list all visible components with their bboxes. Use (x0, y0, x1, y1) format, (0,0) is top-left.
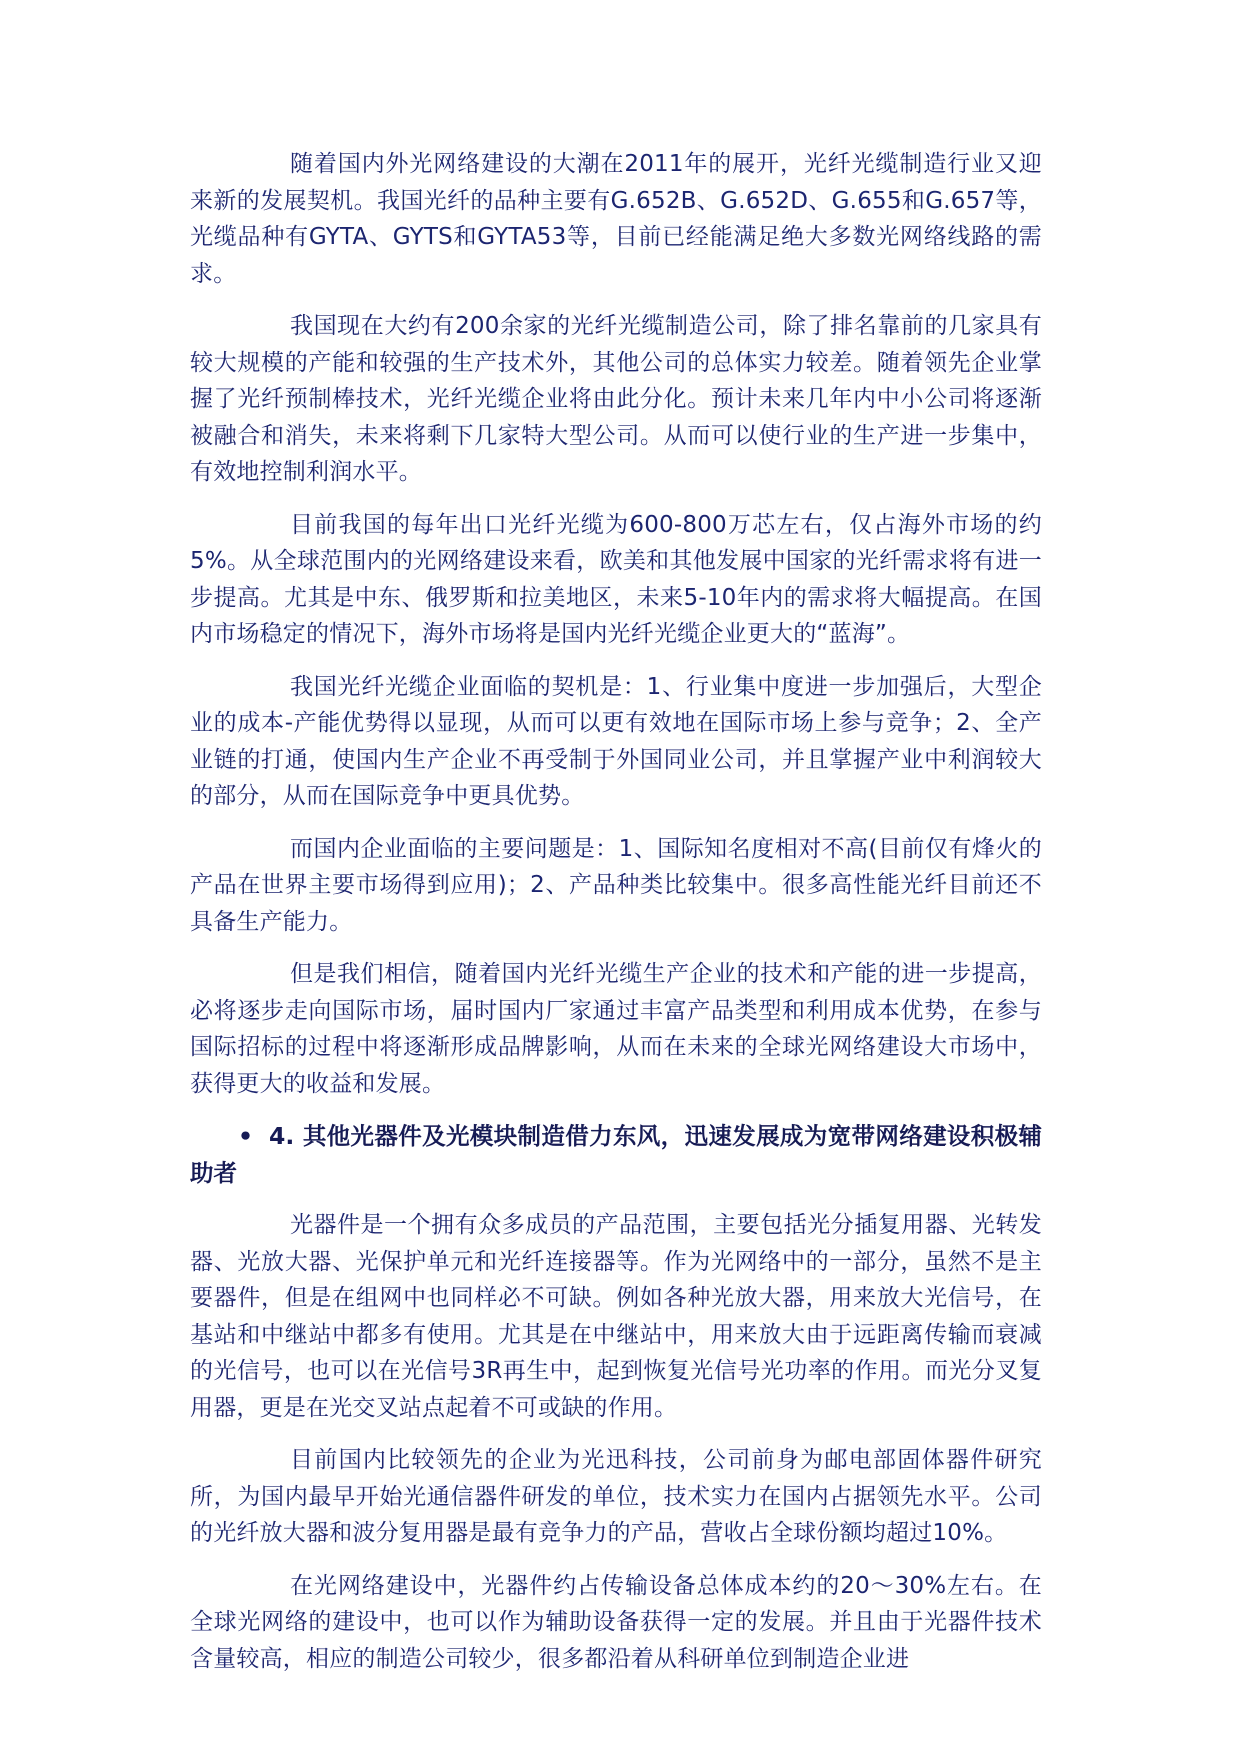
paragraph: 我国现在大约有200余家的光纤光缆制造公司，除了排名靠前的几家具有较大规模的产能和较强的生产技术外，其他公司的总体实力较差。随着领先企业掌握了光纤预制棒技术，光纤光缆企业将由此分化。预计未来几年内中小公司将逐渐被融合和消失，未来将剩下几家特大型公司。从而可以使行业的生产进一步集中，有效地控制利润水平。 (190, 313, 1042, 485)
paragraph: 我国光纤光缆企业面临的契机是：1、行业集中度进一步加强后，大型企业的成本-产能优势得以显现，从而可以更有效地在国际市场上参与竞争；2、全产业链的打通，使国内生产企业不再受制于外国同业公司，并且掌握产业中利润较大的部分，从而在国际竞争中更具优势。 (190, 673, 1042, 809)
paragraph: 而国内企业面临的主要问题是：1、国际知名度相对不高(目前仅有烽火的产品在世界主要市场得到应用)；2、产品种类比较集中。很多高性能光纤目前还不具备生产能力。 (190, 835, 1042, 935)
section-heading-text: 4. 其他光器件及光模块制造借力东风，迅速发展成为宽带网络建设积极辅助者 (190, 1122, 1042, 1187)
paragraph: 目前我国的每年出口光纤光缆为600-800万芯左右，仅占海外市场的约5%。从全球范围内的光网络建设来看，欧美和其他发展中国家的光纤需求将有进一步提高。尤其是中东、俄罗斯和拉美地区，未来5-10年内的需求将大幅提高。在国内市场稳定的情况下，海外市场将是国内光纤光缆企业更大的“蓝海”。 (190, 511, 1042, 647)
section-heading (190, 1118, 1042, 1191)
paragraph: 目前国内比较领先的企业为光迅科技，公司前身为邮电部固体器件研究所，为国内最早开始光通信器件研发的单位，技术实力在国内占据领先水平。公司的光纤放大器和波分复用器是最有竞争力的产品，营收占全球份额均超过10%。 (190, 1447, 1042, 1546)
paragraph: 但是我们相信，随着国内光纤光缆生产企业的技术和产能的进一步提高，必将逐步走向国际市场，届时国内厂家通过丰富产品类型和利用成本优势，在参与国际招标的过程中将逐渐形成品牌影响，从而在未来的全球光网络建设大市场中，获得更大的收益和发展。 (190, 961, 1042, 1097)
paragraph: 随着国内外光网络建设的大潮在2011年的展开，光纤光缆制造行业又迎来新的发展契机。我国光纤的品种主要有G.652B、G.652D、G.655和G.657等，光缆品种有GYTA、GYTS和GYTA53等，目前已经能满足绝大多数光网络线路的需求。 (190, 151, 1042, 287)
paragraph: 在光网络建设中，光器件约占传输设备总体成本约的20～30%左右。在全球光网络的建设中，也可以作为辅助设备获得一定的发展。并且由于光器件技术含量较高，相应的制造公司较少，很多都沿着从科研单位到制造企业进 (190, 1572, 1042, 1672)
document-body (190, 146, 1042, 1693)
paragraph: 光器件是一个拥有众多成员的产品范围，主要包括光分插复用器、光转发器、光放大器、光保护单元和光纤连接器等。作为光网络中的一部分，虽然不是主要器件，但是在组网中也同样必不可缺。例如各种光放大器，用来放大光信号，在基站和中继站中都多有使用。尤其是在中继站中，用来放大由于远距离传输而衰减的光信号，也可以在光信号3R再生中，起到恢复光信号光功率的作用。而光分叉复用器，更是在光交叉站点起着不可或缺的作用。 (190, 1212, 1042, 1421)
bullet-icon: • (238, 1122, 254, 1150)
